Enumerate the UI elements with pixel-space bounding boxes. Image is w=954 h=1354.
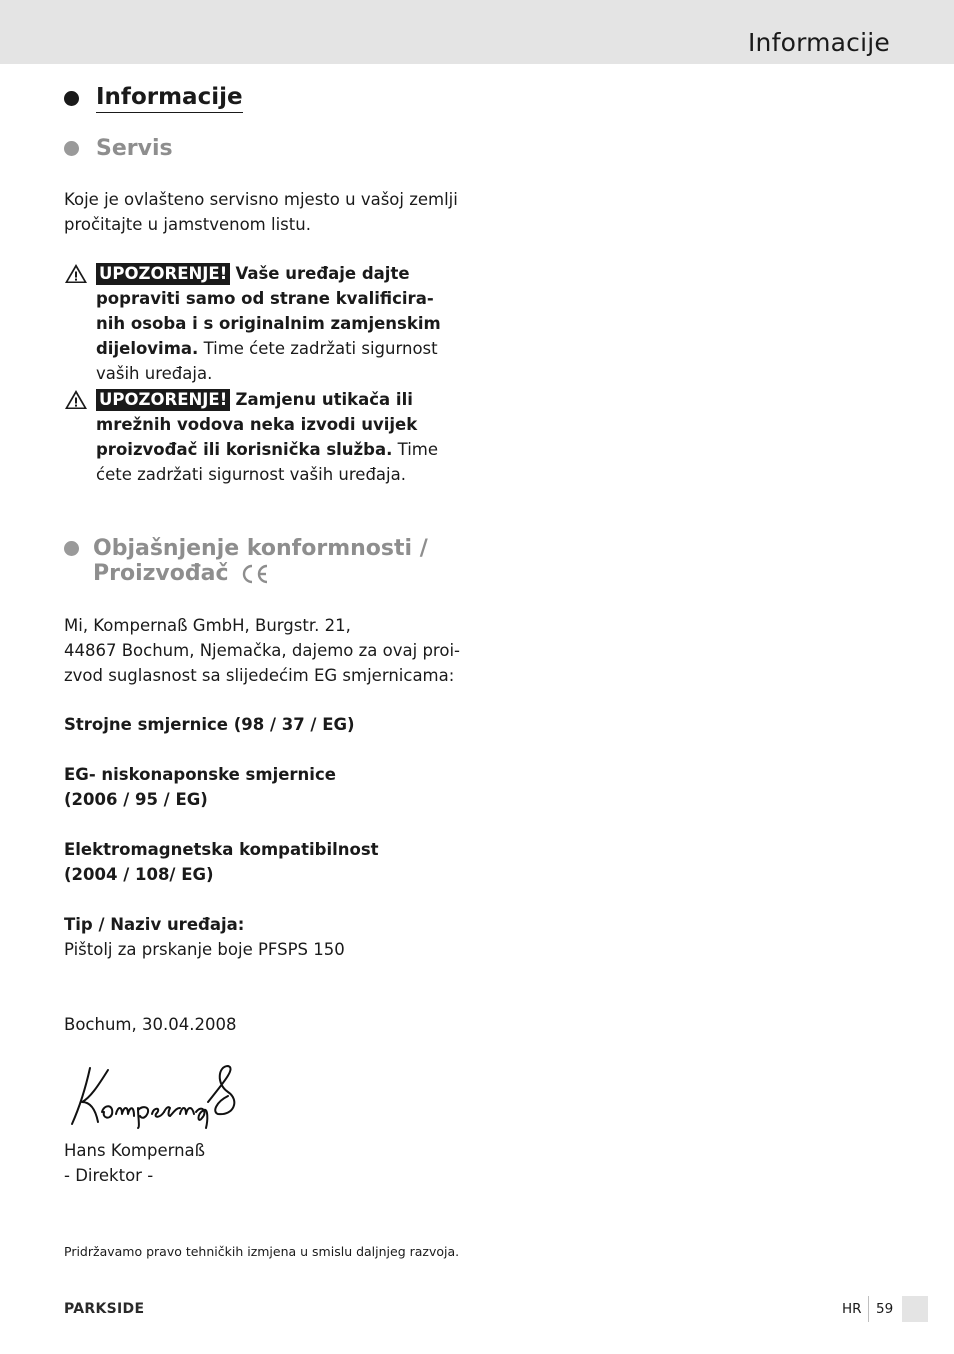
- warning-text-bold: Zamjenu utikača ili: [235, 390, 413, 409]
- warning-text-bold: dijelovima.: [96, 339, 199, 358]
- section-bullet: [64, 91, 79, 106]
- warning-text: Time: [397, 440, 439, 459]
- conformity-intro-line2: 44867 Bochum, Njemačka, dajemo za ovaj proi-: [64, 641, 460, 660]
- footer-divider: [868, 1296, 869, 1322]
- footnote: Pridržavamo pravo tehničkih izmjena u smislu daljnjeg razvoja.: [64, 1244, 460, 1259]
- warning-triangle-icon: [64, 263, 88, 284]
- place-date: Bochum, 30.04.2008: [64, 1015, 237, 1034]
- directive-emc-number: (2004 / 108/ EG): [64, 865, 214, 884]
- signer-role: - Direktor -: [64, 1166, 154, 1185]
- page-header-title: Informacije: [747, 28, 890, 57]
- page-tab-marker: [902, 1296, 928, 1322]
- warning-text: vaših uređaja.: [96, 364, 213, 383]
- signature-image: [68, 1062, 240, 1130]
- ce-mark-icon: [240, 564, 270, 584]
- section-bullet: [64, 141, 79, 156]
- section-title-conformity: Objašnjenje konformnosti /: [93, 536, 428, 561]
- directive-low-voltage-number: (2006 / 95 / EG): [64, 790, 208, 809]
- device-type-value: Pištolj za prskanje boje PFSPS 150: [64, 940, 345, 959]
- brand-logo: PARKSIDE: [64, 1301, 145, 1317]
- servis-body-line2: pročitajte u jamstvenom listu.: [64, 215, 311, 234]
- device-type-label: Tip / Naziv uređaja:: [64, 915, 245, 934]
- warning-text-bold: proizvođač ili korisnička služba.: [96, 440, 393, 459]
- directive-emc: Elektromagnetska kompatibilnost: [64, 840, 379, 859]
- page-number: 59: [876, 1301, 894, 1317]
- warning-text: ćete zadržati sigurnost vaših uređaja.: [96, 465, 406, 484]
- warning-text-bold: nih osoba i s originalnim zamjenskim: [96, 314, 441, 333]
- section-title-servis: Servis: [96, 136, 173, 161]
- warning-triangle-icon: [64, 389, 88, 410]
- warning-badge: UPOZORENJE!: [96, 263, 230, 285]
- section-bullet: [64, 541, 79, 556]
- servis-body-line1: Koje je ovlašteno servisno mjesto u vašoj zemlji: [64, 190, 458, 209]
- conformity-intro-line1: Mi, Kompernaß GmbH, Burgstr. 21,: [64, 616, 351, 635]
- section-title-producer: Proizvođač: [93, 561, 229, 586]
- signer-name: Hans Kompernaß: [64, 1141, 206, 1160]
- conformity-intro-line3: zvod suglasnost sa slijedećim EG smjernicama:: [64, 666, 455, 685]
- warning-text-bold: Vaše uređaje dajte: [235, 264, 410, 283]
- warning-text-bold: mrežnih vodova neka izvodi uvijek: [96, 415, 418, 434]
- language-code: HR: [842, 1301, 862, 1317]
- directive-machinery: Strojne smjernice (98 / 37 / EG): [64, 715, 355, 734]
- warning-text: Time ćete zadržati sigurnost: [203, 339, 438, 358]
- warning-text-bold: popraviti samo od strane kvalificira-: [96, 289, 434, 308]
- warning-badge: UPOZORENJE!: [96, 389, 230, 411]
- section-title-conformity-line2: [93, 561, 270, 586]
- directive-low-voltage: EG- niskonaponske smjernice: [64, 765, 336, 784]
- section-title-informacije: Informacije: [96, 84, 243, 113]
